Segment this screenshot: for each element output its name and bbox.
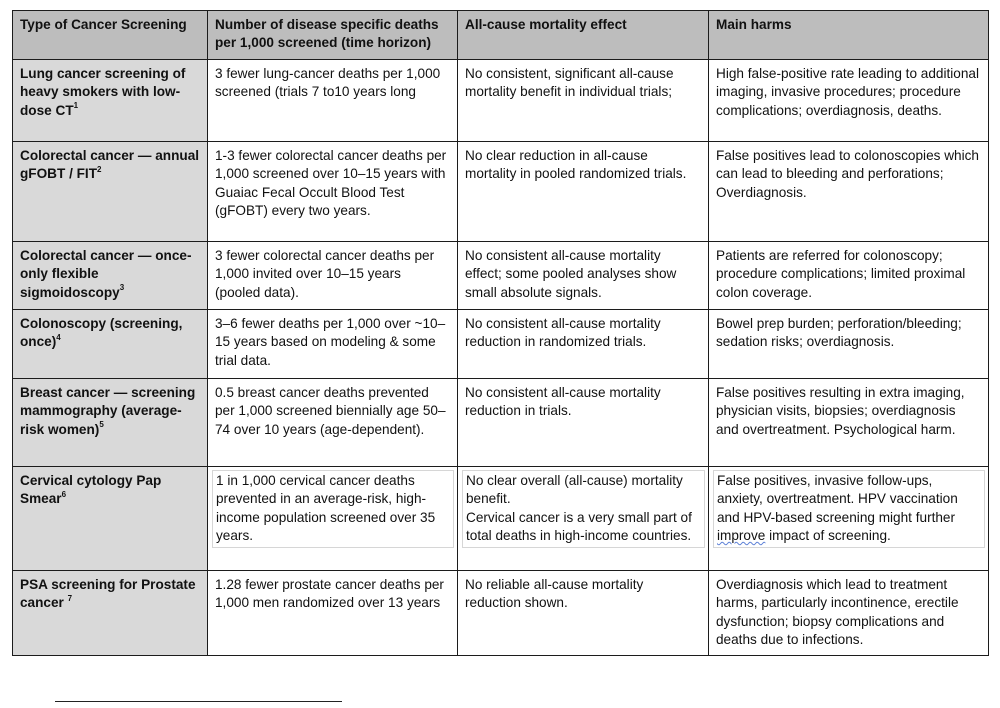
- table-row: [13, 59, 989, 141]
- table-row: [13, 378, 989, 466]
- row-type-cell: [13, 241, 208, 309]
- reference-number: 7: [67, 593, 73, 603]
- header-type-of-screening: Type of Cancer Screening: [13, 11, 208, 60]
- harms-cell: Patients are referred for colonoscopy; procedure complications; limited proximal colon coverage.: [709, 241, 989, 309]
- reference-number: 5: [99, 420, 104, 430]
- header-main-harms: Main harms: [709, 11, 989, 60]
- reference-number: 1: [73, 101, 79, 111]
- row-type-cell: [13, 466, 208, 570]
- all-cause-line: Cervical cancer is a very small part of total deaths in high-income countries.: [466, 509, 692, 544]
- footnote-separator: [55, 701, 342, 702]
- screening-type-label: PSA screening for Prostate cancer: [20, 576, 196, 611]
- deaths-cell: [208, 466, 458, 570]
- all-cause-cell: No consistent all-cause mortality reduction in randomized trials.: [458, 309, 709, 378]
- table-row: [13, 141, 989, 241]
- row-type-cell: [13, 309, 208, 378]
- header-disease-specific-deaths: Number of disease specific deaths per 1,000 screened (time horizon): [208, 11, 458, 60]
- all-cause-text-box: [462, 470, 705, 549]
- harms-cell: Bowel prep burden; perforation/bleeding; sedation risks; overdiagnosis.: [709, 309, 989, 378]
- screening-type-label: Colorectal cancer — annual gFOBT / FIT: [20, 147, 200, 182]
- deaths-cell: 1-3 fewer colorectal cancer deaths per 1,000 screened over 10–15 years with Guaiac Fecal Occult Blood Test (gFOBT) every two years.: [208, 141, 458, 241]
- table-row: [13, 570, 989, 656]
- harms-text-box: [713, 470, 985, 549]
- screening-type-label: Lung cancer screening of heavy smokers with low-dose CT: [20, 65, 186, 118]
- harms-text-tail: impact of screening.: [765, 528, 891, 544]
- deaths-cell: 3–6 fewer deaths per 1,000 over ~10–15 years based on modeling & some trial data.: [208, 309, 458, 378]
- deaths-cell: 0.5 breast cancer deaths prevented per 1,000 screened biennially age 50–74 over 10 years (age-dependent).: [208, 378, 458, 466]
- document-page: [12, 10, 988, 656]
- harms-cell: False positives lead to colonoscopies which can lead to bleeding and perforations; Overdiagnosis.: [709, 141, 989, 241]
- reference-number: 4: [56, 332, 61, 342]
- all-cause-cell: No consistent all-cause mortality reduction in trials.: [458, 378, 709, 466]
- all-cause-cell: No consistent all-cause mortality effect; some pooled analyses show small absolute signals.: [458, 241, 709, 309]
- row-type-cell: [13, 59, 208, 141]
- spellcheck-marked-word: improve: [717, 528, 766, 544]
- reference-number: 6: [61, 489, 67, 499]
- reference-number: 2: [97, 164, 102, 174]
- table-row: [13, 241, 989, 309]
- header-row: [13, 11, 989, 60]
- all-cause-line: No clear overall (all-cause) mortality benefit.: [466, 472, 683, 507]
- table-body: [13, 59, 989, 656]
- screening-type-label: Breast cancer — screening mammography (average-risk women): [20, 384, 196, 437]
- reference-number: 3: [119, 283, 125, 293]
- harms-cell: [709, 466, 989, 570]
- deaths-cell: 3 fewer lung-cancer deaths per 1,000 screened (trials 7 to10 years long: [208, 59, 458, 141]
- deaths-cell: 3 fewer colorectal cancer deaths per 1,000 invited over 10–15 years (pooled data).: [208, 241, 458, 309]
- row-type-cell: [13, 141, 208, 241]
- harms-cell: Overdiagnosis which lead to treatment harms, particularly incontinence, erectile dysfunction; biopsy complications and deaths due to infections.: [709, 570, 989, 656]
- row-type-cell: [13, 378, 208, 466]
- screening-type-label: Cervical cytology Pap Smear: [20, 472, 162, 507]
- harms-cell: High false-positive rate leading to additional imaging, invasive procedures; procedure complications; overdiagnosis, deaths.: [709, 59, 989, 141]
- harms-cell: False positives resulting in extra imaging, physician visits, biopsies; overdiagnosis and overtreatment. Psychological harm.: [709, 378, 989, 466]
- all-cause-cell: No clear reduction in all-cause mortality in pooled randomized trials.: [458, 141, 709, 241]
- all-cause-cell: [458, 466, 709, 570]
- screening-type-label: Colonoscopy (screening, once): [20, 315, 183, 350]
- table-row: [13, 309, 989, 378]
- row-type-cell: [13, 570, 208, 656]
- table-row: [13, 466, 989, 570]
- cancer-screening-table: [12, 10, 989, 656]
- screening-type-label: Colorectal cancer — once-only flexible sigmoidoscopy: [20, 247, 192, 300]
- deaths-text-box: 1 in 1,000 cervical cancer deaths prevented in an average-risk, high-income population screened over 35 years.: [212, 470, 454, 549]
- deaths-cell: 1.28 fewer prostate cancer deaths per 1,000 men randomized over 13 years: [208, 570, 458, 656]
- table-header: [13, 11, 989, 60]
- all-cause-cell: No reliable all-cause mortality reduction shown.: [458, 570, 709, 656]
- harms-text: False positives, invasive follow-ups, anxiety, overtreatment. HPV vaccination and HPV-based screening might further: [717, 472, 958, 525]
- all-cause-cell: No consistent, significant all-cause mortality benefit in individual trials;: [458, 59, 709, 141]
- header-all-cause-mortality: All-cause mortality effect: [458, 11, 709, 60]
